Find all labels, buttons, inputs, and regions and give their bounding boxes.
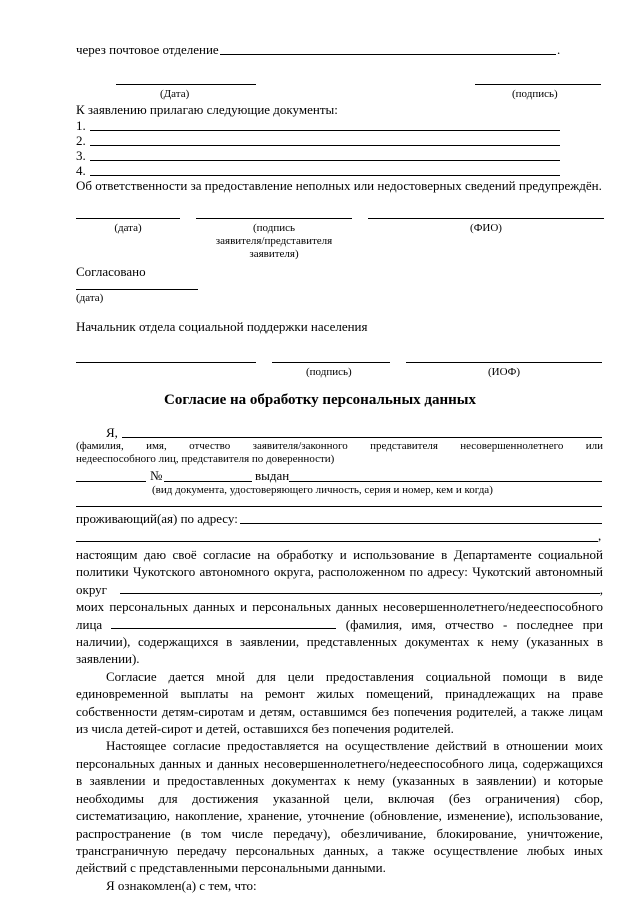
consent-fio-field[interactable] (122, 437, 602, 438)
fio-note-2: недееспособного лиц, представителя по доверенности) (76, 453, 335, 465)
para1-a: настоящим даю своё согласие на обработку и использование в Департаменте социальной политики Чукотского автономного округа, расположенном по адресу: Чукотский автономный округ (76, 547, 603, 597)
applicant-fio-caption: (ФИО) (470, 222, 502, 234)
attachments-intro: К заявлению прилагаю следующие документы: (76, 102, 338, 117)
attachment-number-1: 1. (76, 118, 86, 133)
address-continuation-field[interactable] (76, 541, 598, 542)
doc-continuation-field[interactable] (76, 506, 602, 507)
head-iof-caption: (ИОФ) (488, 366, 521, 378)
agreed-date-caption: (дата) (76, 292, 104, 304)
issued-label: выдан (255, 468, 290, 483)
number-sign: № (150, 468, 163, 483)
applicant-signature-caption-1: (подпись (252, 222, 295, 234)
post-office-label: через почтовое отделение (76, 42, 219, 57)
applicant-signature-field[interactable] (196, 218, 352, 219)
attachment-number-4: 4. (76, 163, 86, 178)
consent-paragraph-2: Согласие дается мной для цели предоставления социальной помощи в виде единовременной выплаты на ремонт жилых помещений, принадлежащих на праве собственности детям-сиротам и детям, оставшимся без попечения родителей, а также лицам из числа детей-сирот и детей, оставшихся без попечения родителей. (76, 668, 603, 737)
applicant-date-field[interactable] (76, 218, 180, 219)
signature-caption: (подпись) (512, 88, 558, 100)
consent-title: Согласие на обработку персональных данных (163, 392, 476, 408)
consent-paragraph-4: Я ознакомлен(а) с тем, что: (106, 877, 257, 893)
doc-number-field[interactable] (164, 481, 252, 482)
head-iof-field[interactable] (406, 362, 602, 363)
fio-note-1: (фамилия, имя, отчество заявителя/законного представителя несовершеннолетнего или (76, 440, 603, 452)
applicant-fio-field[interactable] (368, 218, 604, 219)
minor-fio-field[interactable] (111, 616, 336, 629)
head-signature-caption: (подпись) (306, 366, 352, 378)
post-office-field[interactable] (220, 54, 556, 55)
consent-paragraph-3: Настоящее согласие предоставляется на осуществление действий в отношении моих персональных данных и данных несовершеннолетнего/недееспособного лица, содержащихся в заявлении и предоставленных документах к нему (указанных в заявлении) и которые необходимы для достижения указанной цели, включая (без ограничения) сбор, систематизацию, накопление, хранение, уточнение (обновление, изменение), использование, распространение (в том числе передачу), обезличивание, блокирование, уничтожение, трансграничную передачу персональных данных, а также осуществление любых иных действий с представленными персональными данными. (76, 738, 603, 876)
applicant-signature-caption-3: заявителя) (249, 248, 299, 260)
para1-c: (фамилия, имя, отчество - последнее при наличии), содержащихся в заявлении, представленных документах к нему (указанных в заявлении). (76, 616, 604, 667)
applicant-signature-caption-2: заявителя/представителя (215, 235, 333, 247)
doc-note: (вид документа, удостоверяющего личность, серия и номер, кем и когда) (152, 484, 493, 496)
applicant-date-caption: (дата) (114, 222, 142, 234)
attachment-number-3: 3. (76, 148, 86, 163)
agreed-date-field[interactable] (76, 289, 198, 290)
residing-label: проживающий(ая) по адресу: (76, 511, 238, 526)
doc-type-field[interactable] (76, 481, 146, 482)
attachment-line-3[interactable] (90, 160, 560, 161)
period: . (557, 42, 561, 57)
date-caption: (Дата) (160, 88, 190, 100)
attachment-line-2[interactable] (90, 145, 560, 146)
department-head-label: Начальник отдела социальной поддержки населения (76, 319, 368, 334)
date-field[interactable] (116, 84, 256, 85)
head-position-field[interactable] (76, 362, 256, 363)
para1-b: моих персональных данных и персональных данных несовершеннолетнего/недееспособного лица (76, 599, 603, 632)
comma: , (598, 528, 602, 543)
region-address-field[interactable] (120, 581, 600, 594)
attachment-line-4[interactable] (90, 175, 560, 176)
head-signature-field[interactable] (272, 362, 390, 363)
responsibility-warning: Об ответственности за предоставление неполных или недостоверных сведений предупреждён. (76, 178, 602, 193)
signature-field[interactable] (475, 84, 601, 85)
address-field[interactable] (240, 523, 602, 524)
agreed-label: Согласовано (76, 264, 146, 279)
consent-ya: Я, (106, 425, 118, 440)
attachment-line-1[interactable] (90, 130, 560, 131)
attachment-number-2: 2. (76, 133, 86, 148)
consent-paragraph-1: настоящим даю своё согласие на обработку и использование в Департаменте социальной политики Чукотского автономного округа, расположенном по адресу: Чукотский автономный округ , моих персональных данных и персональных данных несовершеннолетнего/недееспособного лица (фамилия, имя, отчество - последнее при наличии), содержащихся в заявлении, представленных документах к нему (указанных в заявлении). Согласие дается мной для цели предоставления социальной помощи в виде единовременной выплаты на ремонт жилых помещений, принадлежащих на праве собственности детям-сиротам и детям, оставшимся без попечения родителей, а также лицам из числа детей-сирот и детей, оставшихся без попечения родителей. Настоящее согласие предоставляется на осуществление действий в отношении моих персональных данных и данных несовершеннолетнего/недееспособного лица, содержащихся в заявлении и предоставленных документах к нему (указанных в заявлении) и которые необходимы для достижения указанной цели, включая (без ограничения) сбор, систематизацию, накопление, хранение, уточнение (обновление, изменение), использование, распространение (в том числе передачу), обезличивание, блокирование, уничтожение, трансграничную передачу персональных данных, а также осуществление любых иных действий с представленными персональными данными. Я ознакомлен(а) с тем, что: (76, 547, 604, 893)
issued-by-field[interactable] (289, 481, 602, 482)
